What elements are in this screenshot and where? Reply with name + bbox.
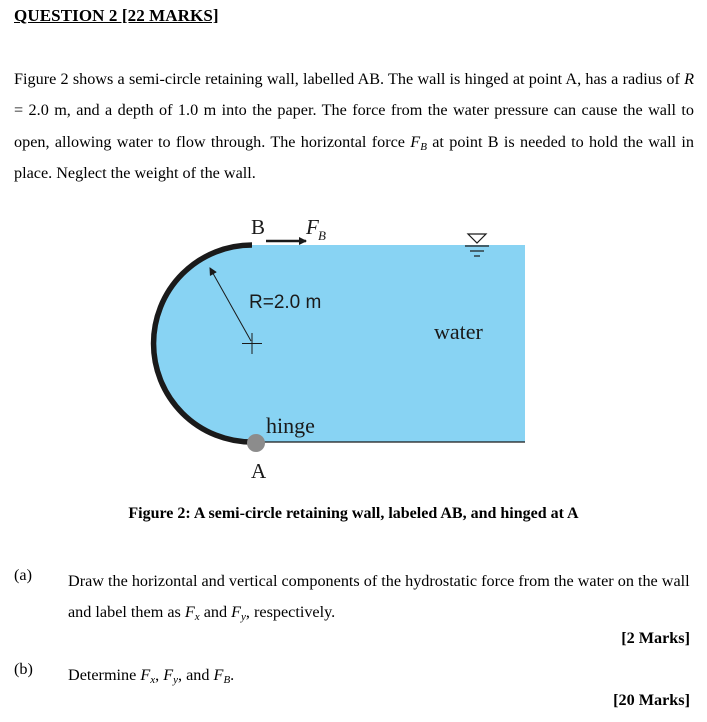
part-b-fx-subscript: x — [150, 674, 156, 686]
part-b-text — [68, 660, 690, 691]
part-b-text-2: . — [230, 666, 235, 684]
label-force: F — [306, 215, 319, 239]
part-a-text-1: Draw the horizontal and vertical components of the hydrostatic force from the water on the wall and label them as — [68, 572, 690, 621]
part-a-text — [68, 566, 690, 628]
intro-text-2: = 2.0 m, and a depth of 1.0 m into the paper. The force from the water pressure can cause the wall to open, allowing water to flow through. The horizontal force — [14, 101, 694, 151]
part-a — [14, 566, 690, 636]
force-symbol: F — [410, 132, 421, 151]
part-b-text-1: Determine — [68, 666, 141, 684]
part-a-text-3: , respectively. — [245, 603, 336, 621]
hinge-icon — [247, 434, 265, 452]
label-hinge: hinge — [266, 413, 315, 438]
label-force-subscript: B — [318, 228, 326, 243]
label-b: B — [251, 215, 266, 239]
part-a-text-2: and — [199, 603, 232, 621]
part-a-marks: [2 Marks] — [621, 629, 690, 647]
part-b-sep-2: , and — [178, 666, 214, 684]
label-a: A — [251, 459, 267, 483]
part-b-sep-1: , — [155, 666, 164, 684]
part-b-fy-symbol: F — [163, 666, 174, 684]
part-b — [14, 660, 690, 690]
part-a-fx-symbol: F — [184, 603, 195, 621]
question-heading: QUESTION 2 [22 MARKS] — [14, 6, 219, 25]
part-a-fy-subscript: y — [241, 611, 246, 623]
part-a-fy-symbol: F — [231, 603, 242, 621]
intro-paragraph — [14, 64, 694, 190]
part-b-label: (b) — [14, 660, 33, 678]
label-radius: R=2.0 m — [249, 292, 322, 313]
figure-caption: Figure 2: A semi-circle retaining wall, labeled AB, and hinged at A — [128, 505, 579, 522]
part-b-marks: [20 Marks] — [613, 691, 690, 709]
part-a-fx-subscript: x — [194, 611, 200, 623]
label-water: water — [434, 319, 483, 344]
radius-symbol: R — [684, 70, 694, 88]
part-b-fb-symbol: F — [213, 666, 224, 684]
part-b-fb-subscript: B — [223, 674, 231, 686]
intro-text-1: Figure 2 shows a semi-circle retaining wall, labelled AB. The wall is hinged at point A, has a radius of — [14, 70, 685, 88]
part-a-label: (a) — [14, 566, 32, 584]
force-subscript: B — [420, 140, 427, 153]
part-b-fx-symbol: F — [140, 666, 151, 684]
part-b-fy-subscript: y — [173, 674, 179, 686]
intro-text-3: at point B is needed to hold the wall in place. Neglect the weight of the wall. — [14, 132, 694, 183]
